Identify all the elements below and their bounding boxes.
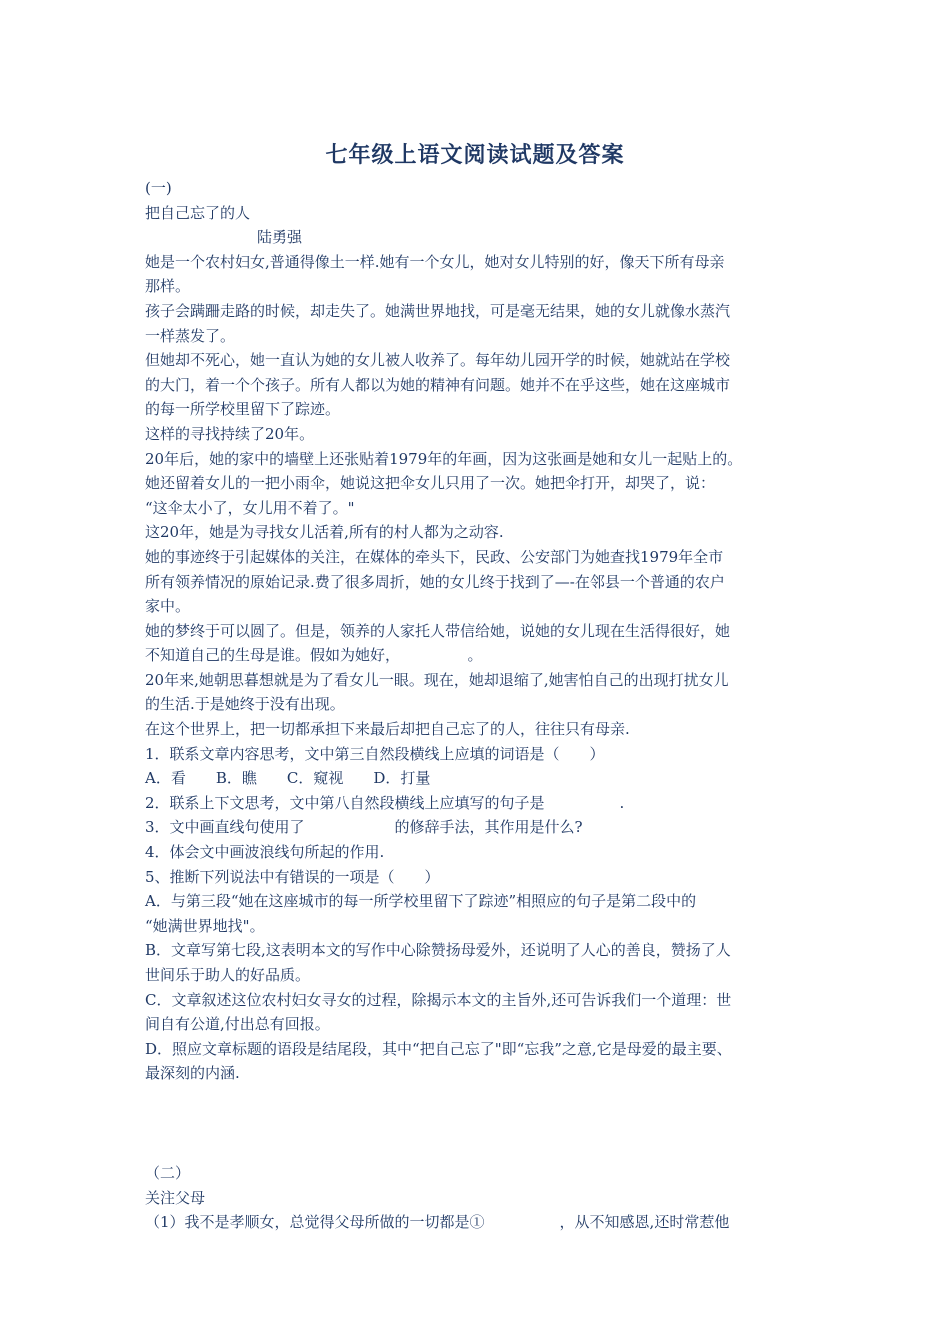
question-line: 间自有公道,付出总有回报。 — [145, 1015, 330, 1034]
question-line: A．看 B．瞧 C．窥视 D．打量 — [145, 769, 431, 788]
question-line: 1．联系文章内容思考，文中第三自然段横线上应填的词语是（ ） — [145, 744, 605, 763]
question-line: 5、推断下列说法中有错误的一项是（ ） — [145, 867, 440, 886]
article-line: 孩子会蹒跚走路的时候，却走失了。她满世界地找，可是毫无结果，她的女儿就像水蒸汽 — [145, 301, 731, 320]
article-author: 陆勇强 — [257, 228, 303, 247]
article-line: 家中。 — [145, 597, 191, 616]
question-line: “她满世界地找"。 — [145, 916, 265, 935]
article-line: （1）我不是孝顺女，总觉得父母所做的一切都是① ，从不知感恩,还时常惹他 — [145, 1213, 730, 1232]
question-line: B．文章写第七段,这表明本文的写作中心除赞扬母爱外，还说明了人心的善良，赞扬了人 — [145, 941, 731, 960]
question-line: 3．文中画直线句使用了 的修辞手法，其作用是什么? — [145, 818, 583, 837]
article-line: 的生活.于是她终于没有出现。 — [145, 695, 345, 714]
article-line: “这伞太小了，女儿用不着了。" — [145, 498, 355, 517]
question-line: 最深刻的内涵. — [145, 1064, 240, 1083]
article-line: 这样的寻找持续了20年。 — [145, 424, 315, 443]
article-line: 不知道自己的生母是谁。假如为她好， 。 — [145, 646, 483, 665]
question-line: 世间乐于助人的好品质。 — [145, 966, 311, 984]
question-line: 2．联系上下文思考，文中第八自然段横线上应填写的句子是 . — [145, 793, 625, 812]
article-line: 在这个世界上，把一切都承担下来最后却把自己忘了的人，往往只有母亲. — [145, 720, 630, 739]
article-line: 20年来,她朝思暮想就是为了看女儿一眼。现在，她却退缩了,她害怕自己的出现打扰女儿 — [145, 670, 729, 689]
article-line: 的每一所学校里留下了踪迹。 — [145, 400, 341, 419]
article-line: 所有领养情况的原始记录.费了很多周折，她的女儿终于找到了—-在邻县一个普通的农户 — [145, 572, 725, 591]
document-body — [145, 176, 825, 1235]
article-line: 一样蒸发了。 — [145, 326, 236, 345]
article-line: 那样。 — [145, 277, 191, 296]
question-line: C．文章叙述这位农村妇女寻女的过程，除揭示本文的主旨外,还可告诉我们一个道理：世 — [145, 990, 732, 1009]
article-line: 的大门，着一个个孩子。所有人都以为她的精神有问题。她并不在乎这些，她在这座城市 — [145, 375, 731, 394]
section-number: (一) — [145, 179, 172, 197]
document-title: 七年级上语文阅读试题及答案 — [325, 142, 625, 168]
article-line: 但她却不死心，她一直认为她的女儿被人收养了。每年幼儿园开学的时候，她就站在学校 — [145, 351, 731, 370]
article-line: 她是一个农村妇女,普通得像土一样.她有一个女儿，她对女儿特别的好，像天下所有母亲 — [145, 252, 725, 271]
question-line: D．照应文章标题的语段是结尾段，其中“把自己忘了"即“忘我”之意,它是母爱的最主要、 — [145, 1039, 732, 1058]
section-spacer — [145, 1086, 825, 1161]
article-line: 这20年，她是为寻找女儿活着,所有的村人都为之动容. — [145, 523, 504, 542]
question-line: 4．体会文中画波浪线句所起的作用. — [145, 843, 385, 862]
article-heading: 把自己忘了的人 — [145, 203, 251, 222]
article-heading: 关注父母 — [145, 1188, 206, 1207]
article-line: 她的事迹终于引起媒体的关注，在媒体的牵头下，民政、公安部门为她查找1979年全市 — [145, 547, 724, 566]
article-line: 她的梦终于可以圆了。但是，领养的人家托人带信给她，说她的女儿现在生活得很好，她 — [145, 621, 731, 640]
article-line: 20年后，她的家中的墙壁上还张贴着1979年的年画，因为这张画是她和女儿一起贴上的。 — [145, 449, 743, 468]
question-line: A．与第三段“她在这座城市的每一所学校里留下了踪迹”相照应的句子是第二段中的 — [145, 892, 697, 911]
article-line: 她还留着女儿的一把小雨伞，她说这把伞女儿只用了一次。她把伞打开，却哭了，说： — [145, 474, 716, 493]
section-number: （二） — [145, 1163, 191, 1182]
